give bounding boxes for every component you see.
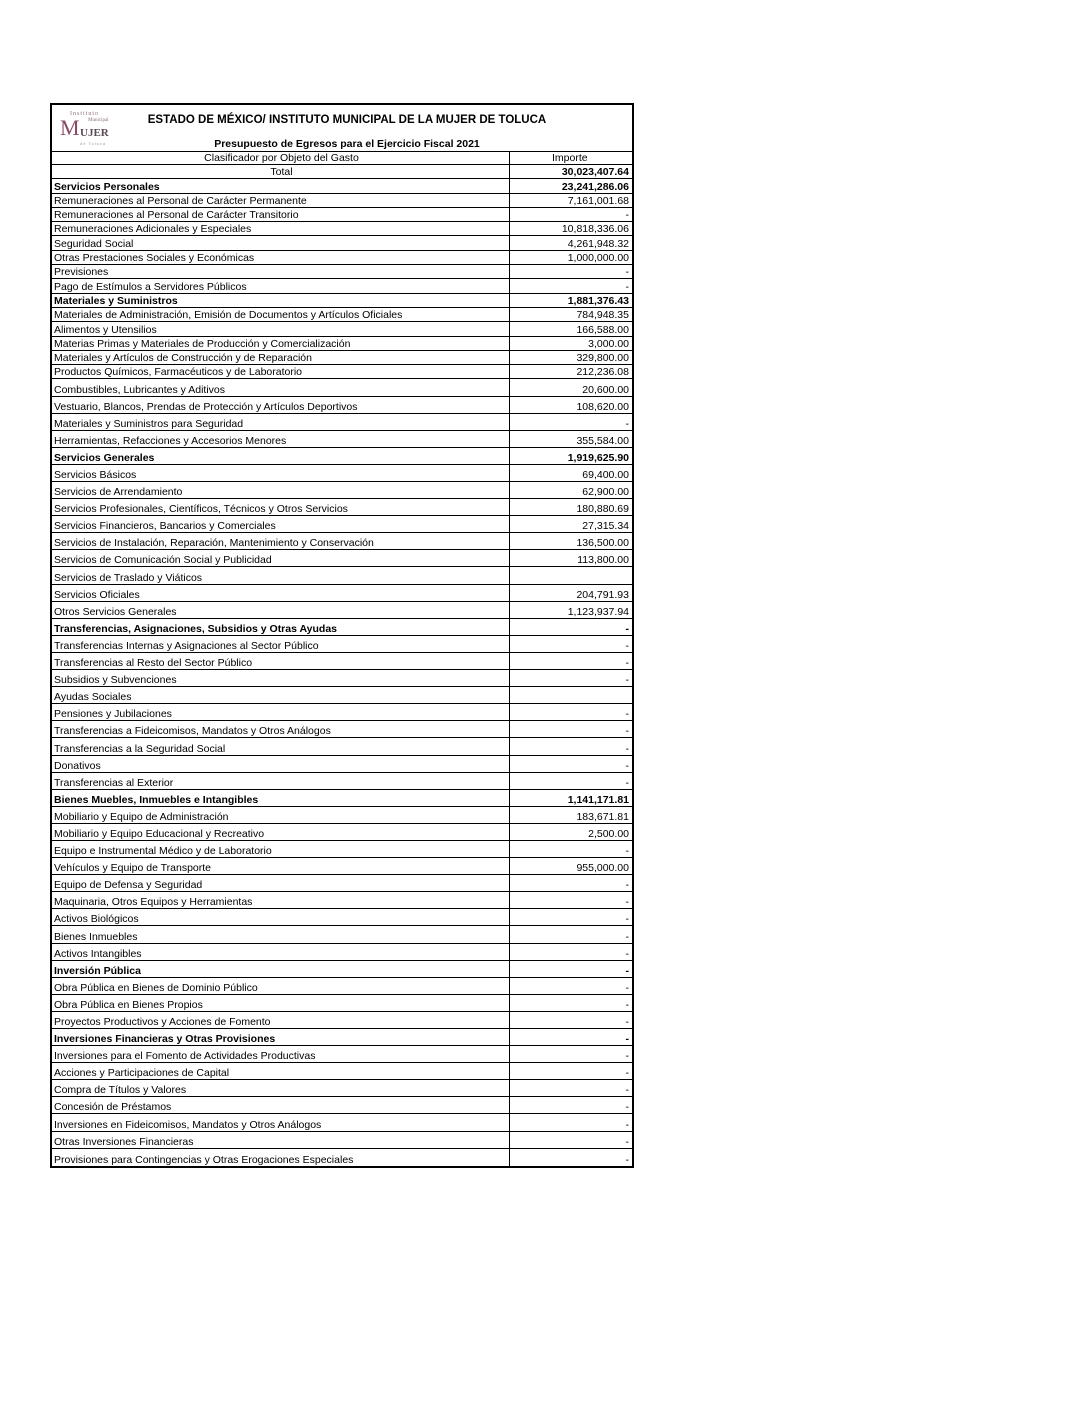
table-row [52,653,632,670]
row-amount: - [625,1050,629,1063]
row-concept: Obra Pública en Bienes Propios [52,995,510,1011]
table-row [52,236,632,250]
row-amount: 108,620.00 [576,400,629,413]
row-concept: Servicios Oficiales [52,585,510,601]
row-amount: 329,800.00 [576,352,629,365]
category-row [52,790,632,807]
row-concept: Bienes Muebles, Inmuebles e Intangibles [52,790,510,806]
column-headers [52,152,632,165]
total-row [52,165,632,179]
row-concept: Materiales de Administración, Emisión de Documentos y Artículos Oficiales [52,308,510,321]
table-row [52,704,632,721]
row-concept: Transferencias al Exterior [52,773,510,789]
row-amount: 1,141,171.81 [567,793,629,806]
table-row [52,222,632,236]
table-row [52,1097,632,1114]
table-row [52,567,632,584]
row-amount: - [625,879,629,892]
row-amount: - [625,930,629,943]
row-concept: Servicios de Traslado y Viáticos [52,567,510,583]
table-row [52,533,632,550]
table-row [52,1080,632,1097]
table-row [52,397,632,414]
table-row [52,585,632,602]
logo-text-3: M [60,115,80,140]
table-row [52,909,632,926]
table-row [52,1149,632,1166]
logo-text-1: Instituto [70,111,100,117]
row-concept: Compra de Títulos y Valores [52,1080,510,1096]
table-row [52,773,632,790]
row-amount: 20,600.00 [582,383,629,396]
row-amount: 784,948.35 [576,309,629,322]
row-amount: 2,500.00 [588,827,629,840]
row-concept: Inversión Pública [52,961,510,977]
row-amount: 1,000,000.00 [567,252,629,265]
row-concept: Transferencias a Fideicomisos, Mandatos y Otros Análogos [52,721,510,737]
row-amount: 3,000.00 [588,337,629,350]
row-amount: - [625,1135,629,1148]
row-amount: - [625,1101,629,1114]
row-amount: - [625,913,629,926]
table-row [52,978,632,995]
table-row [52,670,632,687]
row-amount: - [625,845,629,858]
row-concept: Activos Biológicos [52,909,510,925]
row-amount: 183,671.81 [576,810,629,823]
row-concept: Transferencias a la Seguridad Social [52,738,510,754]
row-concept: Materiales y Suministros [52,294,510,307]
row-concept: Remuneraciones al Personal de Carácter Permanente [52,194,510,207]
column-header-concept: Clasificador por Objeto del Gasto [52,152,510,164]
row-concept: Servicios Personales [52,179,510,192]
row-amount: - [625,657,629,670]
table-row [52,308,632,322]
row-concept: Proyectos Productivos y Acciones de Fomento [52,1012,510,1028]
table-row [52,995,632,1012]
row-amount: 10,818,336.06 [561,223,629,236]
row-concept: Alimentos y Utensilios [52,322,510,335]
row-concept: Bienes Inmuebles [52,926,510,942]
table-row [52,687,632,704]
row-concept: Inversiones para el Fomento de Actividades Productivas [52,1046,510,1062]
row-concept: Pensiones y Jubilaciones [52,704,510,720]
table-row [52,926,632,943]
category-row [52,961,632,978]
table-row [52,265,632,279]
row-amount: - [625,759,629,772]
table-row [52,337,632,351]
row-concept: Otras Prestaciones Sociales y Económicas [52,251,510,264]
row-amount: 180,880.69 [576,503,629,516]
row-concept: Obra Pública en Bienes de Dominio Público [52,978,510,994]
table-row [52,1012,632,1029]
budget-table [50,103,634,1168]
row-concept: Servicios de Instalación, Reparación, Mantenimiento y Conservación [52,533,510,549]
table-row [52,944,632,961]
row-amount: - [625,209,629,222]
row-amount: - [625,1153,629,1166]
table-row [52,756,632,773]
row-amount: 23,241,286.06 [561,180,629,193]
table-row [52,482,632,499]
table-row [52,208,632,222]
row-concept: Previsiones [52,265,510,278]
row-amount: 1,881,376.43 [567,294,629,307]
logo-text-5: de Toluca [80,141,107,146]
row-amount: - [625,947,629,960]
row-concept: Vestuario, Blancos, Prendas de Protección y Artículos Deportivos [52,397,510,413]
row-concept: Transferencias al Resto del Sector Público [52,653,510,669]
row-amount [510,567,632,583]
row-amount: 1,123,937.94 [567,605,629,618]
column-header-amount: Importe [552,152,588,164]
row-concept: Servicios Generales [52,448,510,464]
row-amount: - [625,1033,629,1046]
logo-text-2: Municipal [88,118,109,123]
row-concept: Combustibles, Lubricantes y Aditivos [52,379,510,395]
row-concept: Transferencias, Asignaciones, Subsidios y Otras Ayudas [52,619,510,635]
table-row [52,351,632,365]
row-amount: 69,400.00 [582,469,629,482]
row-amount: - [625,1118,629,1131]
row-amount: 30,023,407.64 [561,166,629,179]
row-concept: Servicios de Comunicación Social y Publicidad [52,550,510,566]
category-row [52,448,632,465]
table-row [52,738,632,755]
row-amount: - [625,998,629,1011]
row-concept: Herramientas, Refacciones y Accesorios Menores [52,431,510,447]
table-row [52,251,632,265]
row-concept: Provisiones para Contingencias y Otras Erogaciones Especiales [52,1149,510,1166]
row-concept: Concesión de Préstamos [52,1097,510,1113]
row-amount: 955,000.00 [576,862,629,875]
row-amount: - [625,622,629,635]
row-concept: Otros Servicios Generales [52,602,510,618]
logo-text-4: UJER [80,127,109,139]
table-row [52,892,632,909]
category-row [52,619,632,636]
table-row [52,807,632,824]
category-row [52,1029,632,1046]
row-concept: Materiales y Artículos de Construcción y de Reparación [52,351,510,364]
row-concept: Inversiones en Fideicomisos, Mandatos y Otros Análogos [52,1114,510,1130]
row-concept: Transferencias Internas y Asignaciones al Sector Público [52,636,510,652]
row-amount [510,687,632,703]
row-concept: Remuneraciones al Personal de Carácter Transitorio [52,208,510,221]
row-concept: Seguridad Social [52,236,510,249]
row-amount: - [625,1067,629,1080]
row-amount: 4,261,948.32 [567,237,629,250]
row-amount: 62,900.00 [582,486,629,499]
row-amount: 166,588.00 [576,323,629,336]
row-concept: Total [52,165,510,178]
table-row [52,1063,632,1080]
table-row [52,721,632,738]
table-row [52,379,632,396]
row-concept: Servicios de Arrendamiento [52,482,510,498]
row-concept: Ayudas Sociales [52,687,510,703]
table-row [52,602,632,619]
table-row [52,1114,632,1131]
row-amount: - [625,776,629,789]
category-row [52,179,632,193]
table-body [52,165,632,1166]
row-amount: - [625,708,629,721]
row-concept: Inversiones Financieras y Otras Provisiones [52,1029,510,1045]
category-row [52,294,632,308]
row-concept: Remuneraciones Adicionales y Especiales [52,222,510,235]
table-row [52,499,632,516]
row-concept: Mobiliario y Equipo de Administración [52,807,510,823]
row-amount: 136,500.00 [576,537,629,550]
table-row [52,636,632,653]
document-subtitle: Presupuesto de Egresos para el Ejercicio Fiscal 2021 [214,138,480,150]
row-concept: Servicios Financieros, Bancarios y Comerciales [52,516,510,532]
table-row [52,550,632,567]
row-amount: 7,161,001.68 [567,194,629,207]
row-concept: Vehículos y Equipo de Transporte [52,858,510,874]
row-amount: - [625,280,629,293]
row-concept: Productos Químicos, Farmacéuticos y de Laboratorio [52,365,510,378]
table-row [52,858,632,875]
table-header [52,105,632,152]
table-row [52,1046,632,1063]
table-row [52,1132,632,1149]
row-amount: 27,315.34 [582,520,629,533]
table-row [52,431,632,448]
table-row [52,516,632,533]
row-amount: - [625,896,629,909]
row-concept: Materias Primas y Materiales de Producción y Comercialización [52,337,510,350]
document-title: ESTADO DE MÉXICO/ INSTITUTO MUNICIPAL DE LA MUJER DE TOLUCA [147,114,547,126]
table-row [52,465,632,482]
row-amount: - [625,639,629,652]
row-concept: Equipo e Instrumental Médico y de Laboratorio [52,841,510,857]
row-amount: 204,791.93 [576,588,629,601]
table-row [52,279,632,293]
row-concept: Subsidios y Subvenciones [52,670,510,686]
table-row [52,841,632,858]
row-concept: Materiales y Suministros para Seguridad [52,414,510,430]
table-row [52,875,632,892]
row-amount: 212,236.08 [576,366,629,379]
row-concept: Equipo de Defensa y Seguridad [52,875,510,891]
row-concept: Acciones y Participaciones de Capital [52,1063,510,1079]
row-concept: Servicios Profesionales, Científicos, Técnicos y Otros Servicios [52,499,510,515]
row-amount: - [625,1016,629,1029]
row-amount: 355,584.00 [576,434,629,447]
row-amount: - [625,725,629,738]
row-amount: - [625,981,629,994]
row-amount: - [625,674,629,687]
table-row [52,414,632,431]
row-amount: 113,800.00 [577,554,629,567]
row-concept: Pago de Estímulos a Servidores Públicos [52,279,510,292]
row-amount: 1,919,625.90 [567,451,629,464]
row-concept: Activos Intangibles [52,944,510,960]
table-row [52,322,632,336]
table-row [52,194,632,208]
table-row [52,824,632,841]
table-row [52,365,632,379]
row-concept: Otras Inversiones Financieras [52,1132,510,1148]
row-concept: Donativos [52,756,510,772]
row-concept: Maquinaria, Otros Equipos y Herramientas [52,892,510,908]
row-amount: - [625,266,629,279]
row-amount: - [625,417,629,430]
row-amount: - [625,742,629,755]
row-amount: - [625,964,629,977]
row-concept: Servicios Básicos [52,465,510,481]
row-amount: - [625,1084,629,1097]
row-concept: Mobiliario y Equipo Educacional y Recreativo [52,824,510,840]
